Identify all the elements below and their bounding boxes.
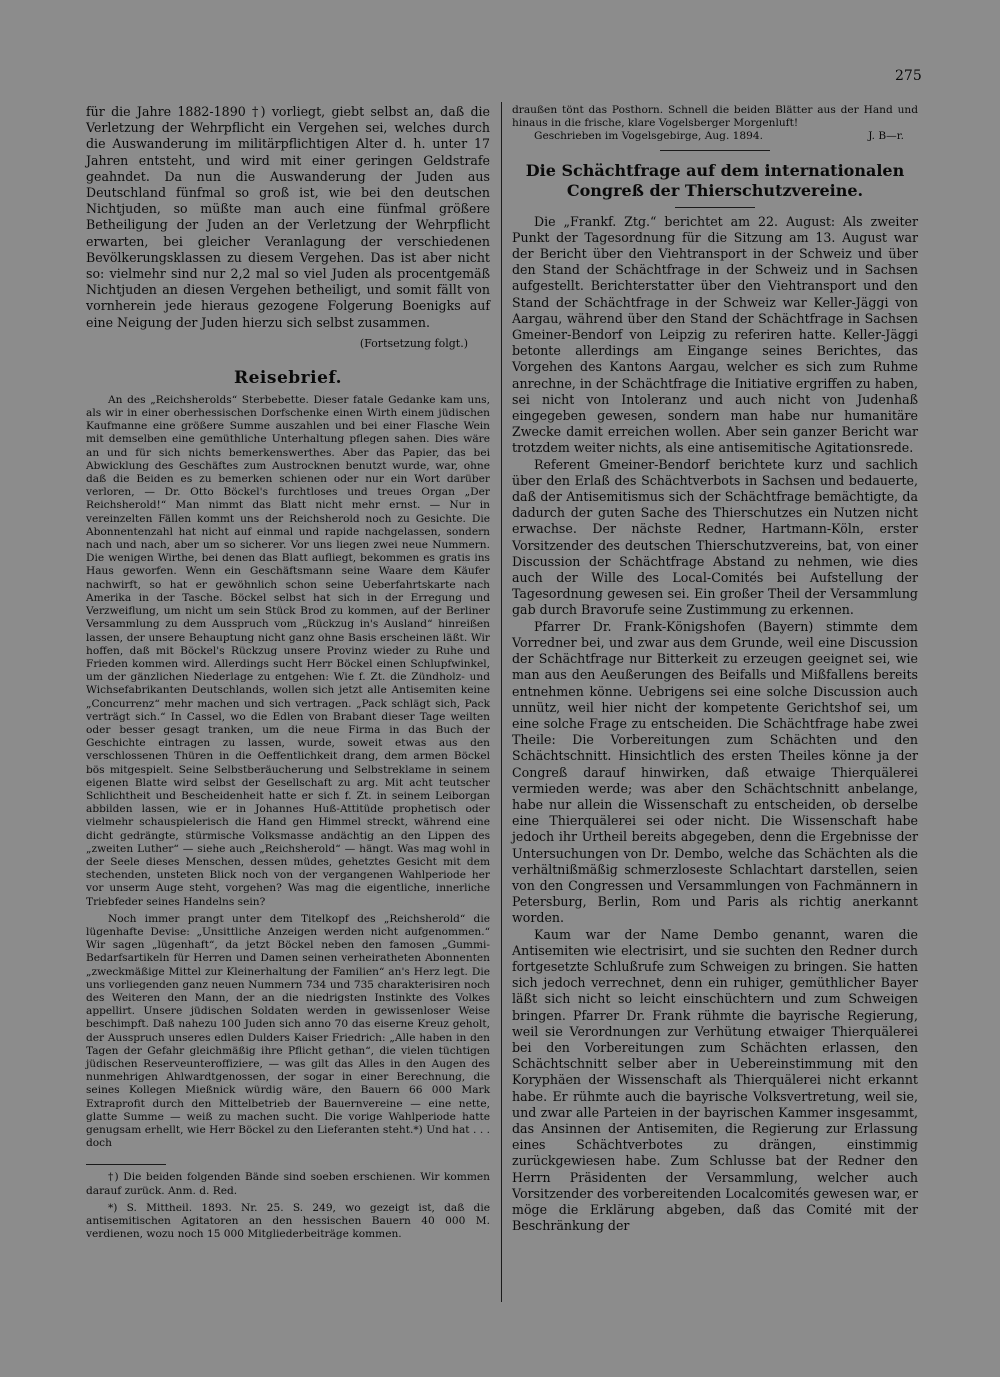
right-column [512, 104, 918, 1234]
lead-paragraph: für die Jahre 1882-1890 †) vorliegt, giebt selbst an, daß die Verletzung der Wehrpflicht ein Vergehen sei, welches durch die Auswanderung im militärpflichtigen Alter d. h. unter 17 Jahren entsteht, und wird mit einer geringen Geldstrafe geahndet. Da nun die Auswanderung der Juden aus Deutschland fünfmal so groß ist, wie bei den deutschen Nichtjuden, so müßte man auch eine fünfmal größere Betheiligung der Juden an der Verletzung der Wehrpflicht erwarten, bei gleicher Veranlagung der verschiedenen Bevölkerungsklassen zu diesem Vergehen. Das ist aber nicht so: vielmehr sind nur 2,2 mal so viel Juden als procentgemäß Nichtjuden an diesen Vergehen betheiligt, und somit fällt von vornherein jede hieraus gezogene Folgerung Boenigks auf eine Neigung der Juden hierzu sich selbst zusammen. [86, 104, 490, 330]
title-rule [675, 207, 755, 208]
section-title: Reisebrief. [233, 367, 343, 388]
footnote-dagger: †) Die beiden folgenden Bände sind soeben erschienen. Wir kommen darauf zurück. Anm. d. Red. [86, 1171, 490, 1197]
page-number: 275 [895, 68, 922, 84]
article-paragraph: Kaum war der Name Dembo genannt, waren die Antisemiten wie electrisirt, und sie suchten den Redner durch fortgesetzte Schlußrufe zum Schweigen zu bringen. Sie hatten sich jedoch verrechnet, denn ein ruhiger, gemüthlicher Bayer läßt sich nicht so leicht einschüchtern und zum Schweigen bringen. Pfarrer Dr. Frank rühmte die bayrische Regierung, weil sie Verordnungen zur Verhütung etwaiger Thierquälerei bei den Vorbereitungen zum Schächten erlassen, den Schächtschnitt selber aber in Uebereinstimmung mit den Koryphäen der Wissenschaft als Thierquälerei nicht erkannt habe. Er rühmte auch die bayrische Volksvertretung, weil sie, und zwar alle Parteien in der bayrischen Kammer insgesammt, das Ansinnen der Antisemiten, die Regierung zur Erlassung eines Schächtverbotes zu drängen, einstimmig zurückgewiesen habe. Zum Schlusse bat der Redner den Herrn Präsidenten der Versammlung, welcher auch Vorsitzender des vorbereitenden Localcomités gewesen war, er möge die Erklärung abgeben, daß das Comité mit der Beschränkung der [512, 926, 918, 1234]
reisebrief-paragraph: Noch immer prangt unter dem Titelkopf des „Reichsherold“ die lügenhafte Devise: „Unsittliche Anzeigen werden nicht aufgenommen.“ Wir sagen „lügenhaft“, da jetzt Böckel neben den famosen „Gummi-Bedarfsartikeln für Herren und Damen seinen verheiratheten Abonnenten „zweckmäßige Mittel zur Kleinerhaltung der Familien“ an's Herz legt. Die uns vorliegenden ganz neuen Nummern 734 und 735 charakterisiren noch des Weiteren den Mann, der an die niedrigsten Instinkte des Volkes appellirt. Unsere jüdischen Soldaten werden in gewissenloser Weise beschimpft. Daß nahezu 100 Juden sich anno 70 das eiserne Kreuz geholt, der Ausspruch unseres edlen Dulders Kaiser Friedrich: „Alle haben in den Tagen der Gefahr gleichmäßig ihre Pflicht gethan“, die vielen tüchtigen jüdischen Reserveunteroffiziere, — was gilt das Alles in den Augen des nunmehrigen Ahlwardtgenossen, der sogar in einer Berechnung, die seines Kollegen Mießnick würdig wäre, den Bauern 66 000 Mark Extraprofit durch den Mittelbetrieb der Bauernvereine — eine nette, glatte Summe — weiß zu machen sucht. Die vorige Wahlperiode hatte genugsam erhellt, wie Herr Böckel zu den Lieferanten steht.*) Und hat . . . doch [86, 912, 490, 1150]
signature-line [512, 130, 918, 143]
article-paragraph: Pfarrer Dr. Frank-Königshofen (Bayern) stimmte dem Vorredner bei, und zwar aus dem Grunde, weil eine Discussion der Schächtfrage nur Bitterkeit zu erzeugen geeignet sei, wie man aus den Aeußerungen des Beifalls und Mißfallens bereits entnehmen könne. Uebrigens sei eine solche Discussion auch unnütz, weil hier nicht der kompetente Gerichtshof sei, um eine solche Frage zu entscheiden. Die Schächtfrage habe zwei Theile: Die Vorbereitungen zum Schächten und den Schächtschnitt. Hinsichtlich des ersten Theiles könne ja der Congreß darauf hinwirken, daß etwaige Thierquälerei vermieden werde; was aber den Schächtschnitt anbelange, habe nur allein die Wissenschaft zu entscheiden, ob derselbe eine Thierquälerei sei oder nicht. Die Wissenschaft habe jedoch ihr Urtheil bereits abgegeben, denn die Ergebnisse der Untersuchungen von Dr. Dembo, welche das Schächten als die verhältnißmäßig schmerzloseste Schlachtart darstellen, seien von den Congressen und Versammlungen von Fachmännern in Petersburg, Berlin, Rom und Paris als richtig anerkannt worden. [512, 618, 918, 926]
continued-note: (Fortsetzung folgt.) [359, 336, 468, 350]
article-title: Die Schächtfrage auf dem internationalen Congreß der Thierschutzvereine. [525, 160, 905, 200]
column-divider [501, 102, 502, 1302]
reisebrief-paragraph: An des „Reichsherolds“ Sterbebette. Dieser fatale Gedanke kam uns, als wir in einer oberhessischen Dorfschenke einen Wirth einem jüdischen Kaufmanne eine größere Summe auszahlen und bei einer Flasche Wein mit demselben eine gemüthliche Unterhaltung pflegen sahen. Dies wäre an und für sich nichts bemerkenswerthes. Aber das Papier, das bei Abwicklung des Geschäftes zum Austrocknen benutzt wurde, war, ohne daß die Beiden es zu bemerken schienen oder nur ein Wort darüber verloren, — Dr. Otto Böckel's furchtloses und treues Organ „Der Reichsherold!“ Man nimmt das Blatt nicht mehr ernst. — Nur in vereinzelten Fällen kommt uns der Reichsherold noch zu Gesichte. Die Abonnentenzahl hat nicht auf einmal und rapide nachgelassen, sondern nach und nach, aber um so sicherer. Vor uns liegen zwei neue Nummern. Die wenigen Wirthe, bei denen das Blatt aufliegt, bekommen es gratis ins Haus geworfen. Wenn ein Geschäftsmann seine Waare dem Käufer nachwirft, so hat er gewöhnlich schon seine Ueberfahrtskarte nach Amerika in der Tasche. Böckel selbst hat sich in der Erregung und Verzweiflung, um nicht um sein Stück Brod zu kommen, auf der Berliner Versammlung zu dem Ausspruch vom „Rückzug in's Ausland“ hinreißen lassen, der unsere Behauptung nicht ganz ohne Basis erscheinen läßt. Wir hoffen, daß mit Böckel's Rückzug unsere Provinz wieder zu Ruhe und Frieden kommen wird. Allerdings sucht Herr Böckel einen Schlupfwinkel, um der gänzlichen Niederlage zu entgehen: Wie f. Zt. die Zündholz- und Wichsefabrikanten Deutschlands, wollen sich jetzt alle Antisemiten keine „Concurrenz“ mehr machen und sich vertragen. „Pack schlägt sich, Pack verträgt sich.“ In Cassel, wo die Edlen von Brabant dieser Tage weilten oder besser gesagt tranken, um die neue Firma in das Buch der Geschichte eintragen zu lassen, wurde, soweit etwas aus den verschlossenen Thüren in die Oeffentlichkeit drang, dem armen Böckel bös mitgespielt. Seine Selbstberäucherung und Selbstreklame in seinem eigenen Blatte wird selbst der Gesellschaft zu arg. Mit acht teutscher Schlichtheit und Bescheidenheit hatte er sich f. Zt. in seinem Leiborgan abbilden lassen, wie er in Johannes Huß-Attitüde prophetisch oder vielmehr schauspielerisch die Hand gen Himmel streckt, während eine dicht gedrängte, stürmische Volksmasse andächtig an den Lippen des „zweiten Luther“ — siehe auch „Reichsherold“ — hängt. Was mag wohl in der Seele dieses Menschen, dessen müdes, gehetztes Gesicht mit dem stechenden, unsteten Blick noch von der vergangenen Wahlperiode her vor unserm Auge steht, vorgehen? Was mag die eigentliche, innerliche Triebfeder seines Handelns sein? [86, 393, 490, 908]
article-paragraph: Die „Frankf. Ztg.“ berichtet am 22. August: Als zweiter Punkt der Tagesordnung für die Sitzung am 13. August war der Bericht über den Viehtransport in der Schweiz und über den Stand der Schächtfrage in der Schweiz und in Sachsen aufgestellt. Berichterstatter über den Viehtransport und den Stand der Schächtfrage in der Schweiz war Keller-Jäggi von Aargau, während über den Stand der Schächtfrage in Sachsen Gmeiner-Bendorf von Leipzig zu referiren hatte. Keller-Jäggi betonte allerdings am Eingange seines Berichtes, das Vorgehen des Kantons Aargau, welcher es sich zum Ruhme anrechne, in der Schächtfrage die Initiative ergriffen zu haben, sei nicht von Intoleranz und auch nicht von Judenhaß eingegeben gewesen, sondern man habe nur humanitäre Zwecke damit erreichen wollen. Aber sein ganzer Bericht war trotzdem weiter nichts, als eine antisemitische Agitationsrede. [512, 213, 918, 456]
signature-right: J. B—r. [868, 130, 904, 143]
signature-left: Geschrieben im Vogelsgebirge, Aug. 1894. [534, 130, 764, 143]
lead-text: draußen tönt das Posthorn. Schnell die beiden Blätter aus der Hand und hinaus in die frische, klare Vogelsberger Morgenluft! [512, 104, 918, 130]
left-column [86, 104, 490, 1241]
separator-rule [660, 150, 770, 151]
footnotes [86, 1164, 490, 1241]
footnote-rule [86, 1164, 166, 1165]
article-paragraph: Referent Gmeiner-Bendorf berichtete kurz und sachlich über den Erlaß des Schächtverbots in Sachsen und bedauerte, daß der Antisemitismus sich der Schächtfrage bemächtigte, da dadurch der guten Sache des Thierschutzes ein Nutzen nicht erwachse. Der nächste Redner, Hartmann-Köln, erster Vorsitzender des deutschen Thierschutzvereins, bat, von einer Discussion der Schächtfrage Abstand zu nehmen, wie dies auch der Wille des Local-Comités bei Aufstellung der Tagesordnung gewesen sei. Ein großer Theil der Versammlung gab durch Bravorufe seine Zustimmung zu erkennen. [512, 456, 918, 618]
footnote-star: *) S. Mittheil. 1893. Nr. 25. S. 249, wo gezeigt ist, daß die antisemitischen Agitatoren an den hessischen Bauern 40 000 M. verdienen, wozu noch 15 000 Mitgliederbeiträge kommen. [86, 1201, 490, 1241]
